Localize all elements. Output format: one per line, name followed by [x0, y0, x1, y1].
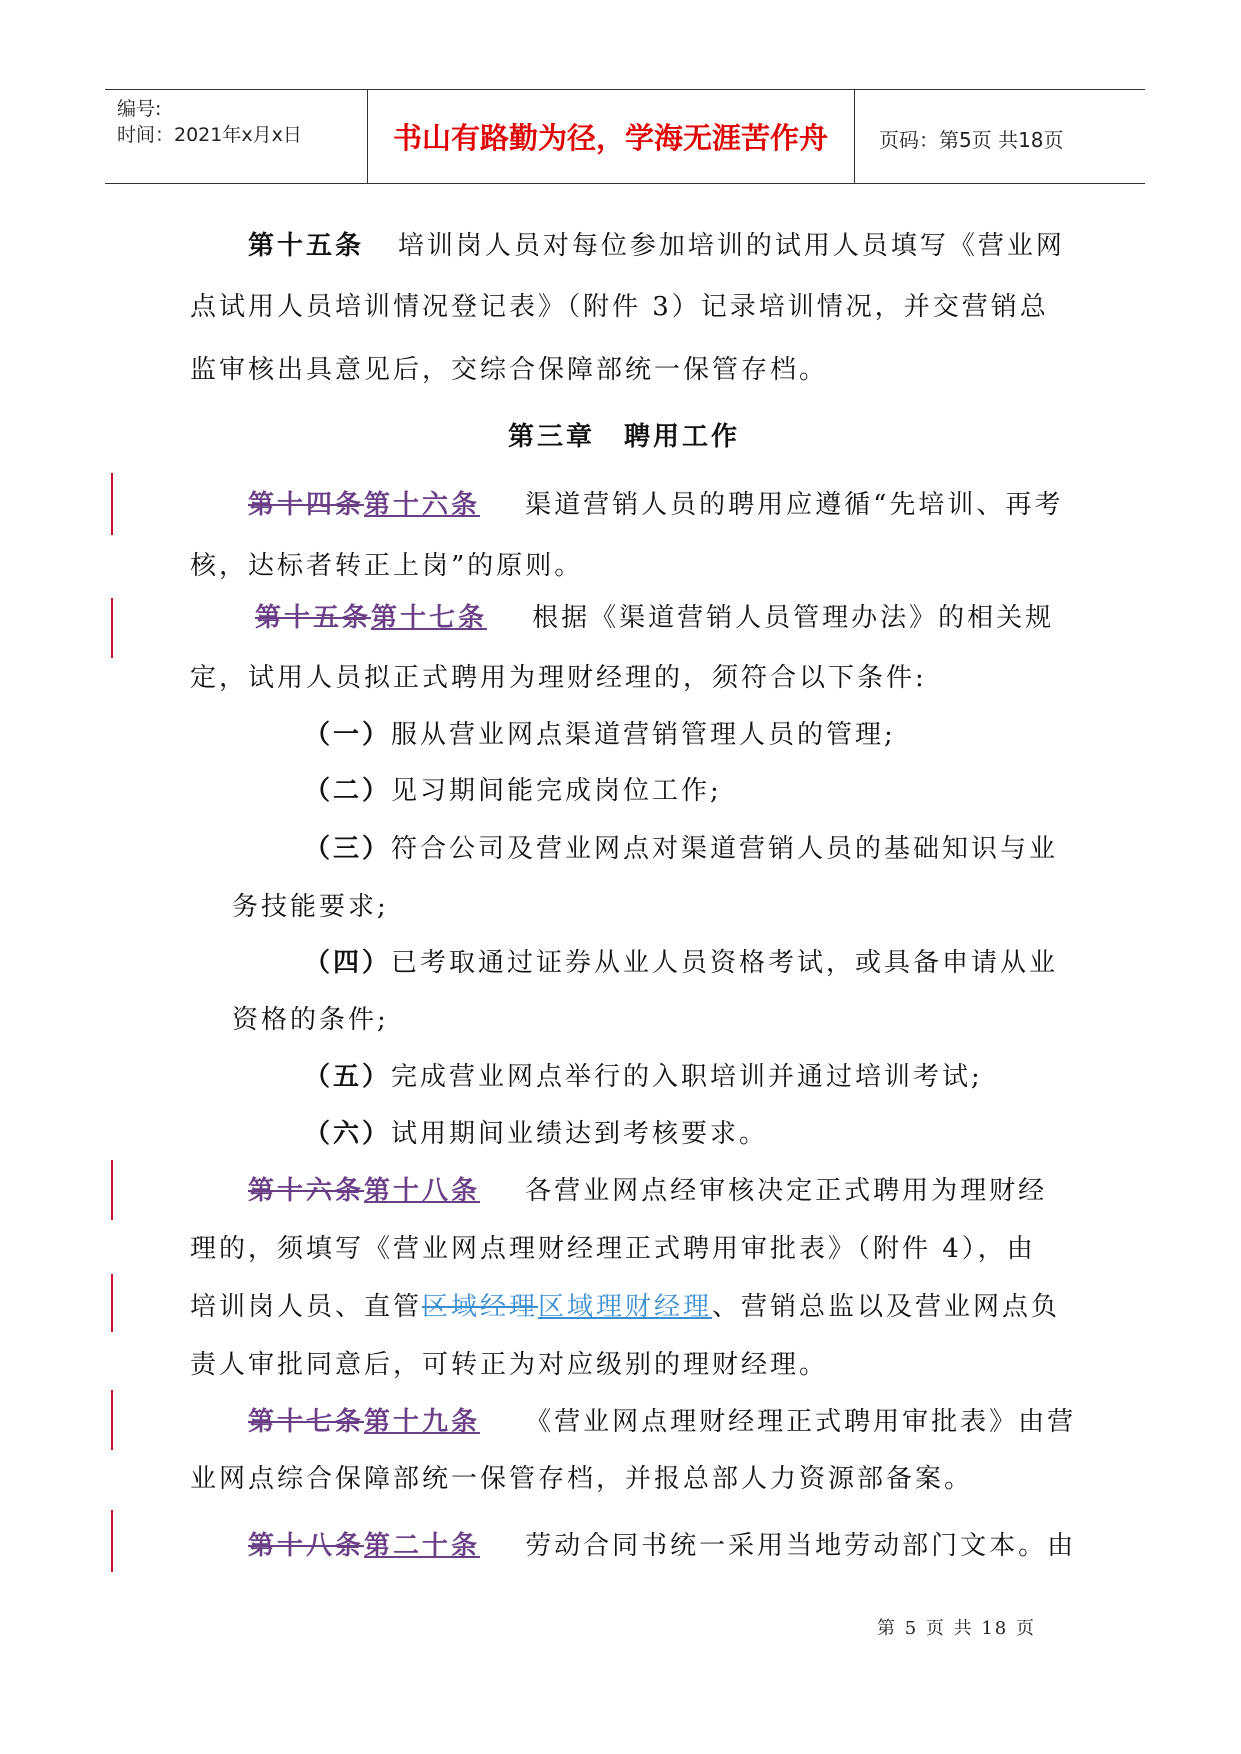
condition-item-6 — [304, 1119, 768, 1149]
article-15-label: 第十五条 — [248, 231, 365, 261]
item-text: 试用期间业绩达到考核要求。 — [391, 1119, 769, 1149]
item-number: （四） — [304, 948, 392, 978]
document-time-label: 时间：2021年x月x日 — [117, 124, 302, 146]
inserted-article-number: 第十六条 — [364, 490, 481, 520]
header-meta-cell — [105, 90, 368, 183]
article-17-line-1 — [255, 603, 1054, 633]
article-16-line-2: 核，达标者转正上岗”的原则。 — [190, 551, 584, 581]
inserted-article-number: 第十八条 — [364, 1176, 481, 1206]
chapter-title: 第三章 聘用工作 — [508, 422, 741, 452]
condition-item-2 — [304, 776, 722, 806]
item-text: 符合公司及营业网点对渠道营销人员的基础知识与业 — [391, 834, 1059, 864]
inserted-text: 区域理财经理 — [538, 1292, 713, 1322]
header-page-cell — [855, 90, 1145, 183]
page-footer: 第 5 页 共 18 页 — [877, 1618, 1036, 1639]
change-bar — [111, 473, 113, 535]
condition-item-3-continued: 务技能要求; — [232, 892, 389, 922]
article-15-line-2: 点试用人员培训情况登记表》（附件 3）记录培训情况，并交营销总 — [190, 292, 1049, 322]
inserted-article-number: 第十七条 — [371, 603, 488, 633]
item-number: （六） — [304, 1119, 392, 1149]
article-19-line-2: 业网点综合保障部统一保管存档，并报总部人力资源部备案。 — [190, 1464, 974, 1494]
deleted-article-number: 第十七条 — [248, 1407, 365, 1437]
article-18-text: 各营业网点经审核决定正式聘用为理财经 — [525, 1176, 1048, 1206]
condition-item-3 — [304, 834, 1058, 864]
article-17-text: 根据《渠道营销人员管理办法》的相关规 — [532, 603, 1055, 633]
item-number: （二） — [304, 776, 392, 806]
deleted-text: 区域经理 — [422, 1292, 539, 1322]
change-bar — [111, 1390, 113, 1450]
change-bar — [111, 1160, 113, 1220]
deleted-article-number: 第十五条 — [255, 603, 372, 633]
article-15-line-3: 监审核出具意见后，交综合保障部统一保管存档。 — [190, 355, 829, 385]
inserted-article-number: 第十九条 — [364, 1407, 481, 1437]
header-page-number: 页码：第5页 共18页 — [879, 128, 1064, 152]
article-18-line-1 — [248, 1176, 1047, 1206]
article-18-line-2: 理的，须填写《营业网点理财经理正式聘用审批表》（附件 4），由 — [190, 1234, 1036, 1264]
article-20-line-1 — [248, 1531, 1076, 1561]
article-16-line-1 — [248, 490, 1063, 520]
item-number: （五） — [304, 1062, 392, 1092]
condition-item-5 — [304, 1062, 983, 1092]
item-number: （一） — [304, 720, 392, 750]
text-segment: 培训岗人员、直管 — [190, 1292, 423, 1322]
article-15-text: 培训岗人员对每位参加培训的试用人员填写《营业网 — [397, 231, 1065, 261]
item-text: 完成营业网点举行的入职培训并通过培训考试; — [391, 1062, 983, 1092]
document-number-label: 编号: — [117, 98, 162, 120]
text-segment: 、营销总监以及营业网点负 — [712, 1292, 1061, 1322]
article-19-text: 《营业网点理财经理正式聘用审批表》由营 — [525, 1407, 1077, 1437]
condition-item-1 — [304, 720, 896, 750]
article-16-text: 渠道营销人员的聘用应遵循“先培训、再考 — [525, 490, 1064, 520]
article-15-line-1 — [248, 231, 1065, 261]
item-text: 服从营业网点渠道营销管理人员的管理; — [391, 720, 896, 750]
article-19-line-1 — [248, 1407, 1076, 1437]
article-17-line-2: 定，试用人员拟正式聘用为理财经理的，须符合以下条件: — [190, 663, 927, 693]
inserted-article-number: 第二十条 — [364, 1531, 481, 1561]
article-18-line-3 — [190, 1292, 1060, 1322]
article-18-line-4: 责人审批同意后，可转正为对应级别的理财经理。 — [190, 1350, 829, 1380]
article-20-text: 劳动合同书统一采用当地劳动部门文本。由 — [525, 1531, 1077, 1561]
item-number: （三） — [304, 834, 392, 864]
change-bar — [111, 1274, 113, 1332]
header-motto: 书山有路勤为径，学海无涯苦作舟 — [392, 121, 828, 155]
deleted-article-number: 第十六条 — [248, 1176, 365, 1206]
deleted-article-number: 第十四条 — [248, 490, 365, 520]
document-header — [105, 89, 1145, 184]
condition-item-4-continued: 资格的条件; — [232, 1005, 389, 1035]
item-text: 见习期间能完成岗位工作; — [391, 776, 722, 806]
change-bar — [111, 598, 113, 658]
deleted-article-number: 第十八条 — [248, 1531, 365, 1561]
item-text: 已考取通过证券从业人员资格考试，或具备申请从业 — [391, 948, 1059, 978]
condition-item-4 — [304, 948, 1058, 978]
change-bar — [111, 1510, 113, 1572]
header-motto-cell — [367, 90, 855, 183]
